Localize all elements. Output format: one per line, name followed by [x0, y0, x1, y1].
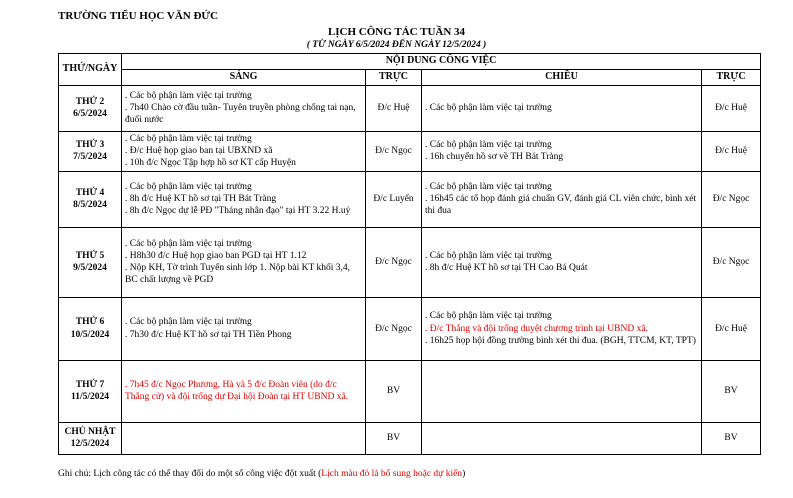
afternoon-cell — [422, 227, 702, 297]
duty-afternoon-cell: Đ/c Ngọc — [702, 227, 761, 297]
task-item: . 16h chuyển hồ sơ về TH Bát Tràng — [425, 152, 564, 163]
day-cell — [59, 297, 122, 360]
afternoon-cell — [422, 360, 702, 422]
day-cell — [59, 422, 122, 454]
task-item: . 7h45 đ/c Ngọc Phương, Hà và 5 đ/c Đoàn viên (do đ/c Thắng cử) và đội trống dự Đại hội Đoàn tại HT UBND xã. — [125, 379, 349, 403]
task-item: . Các bộ phận làm việc tại trường — [425, 250, 552, 261]
duty-morning-cell: Đ/c Ngọc — [366, 227, 422, 297]
task-item: . 7h40 Chào cờ đầu tuần- Tuyên truyền phòng chống tai nạn, đuối nước — [125, 103, 356, 126]
task-item: . Nộp KH, Tờ trình Tuyển sinh lớp 1. Nộp bài KT khối 3,4, BC chất lượng về PGD — [125, 263, 351, 286]
date-label: 11/5/2024 — [70, 392, 109, 403]
col-header-duty-morning: TRỰC — [366, 69, 422, 85]
duty-morning-cell: Đ/c Huệ — [366, 85, 422, 131]
col-header-day: THỨ/NGÀY — [59, 54, 122, 86]
day-cell — [59, 131, 122, 171]
date-label: 12/5/2024 — [70, 439, 110, 450]
col-header-duty-afternoon: TRỰC — [702, 69, 761, 85]
table-row — [59, 227, 761, 297]
group-header-content: NỘI DUNG CÔNG VIỆC — [122, 54, 761, 70]
date-label: 9/5/2024 — [73, 263, 107, 274]
task-item: . 8h đ/c Huệ KT hồ sơ tại TH Cao Bá Quát — [425, 263, 588, 274]
duty-morning-cell: Đ/c Luyến — [366, 171, 422, 227]
day-label: THỨ 5 — [75, 250, 105, 261]
footnote-suffix: ) — [462, 469, 466, 479]
task-item: . 16h25 họp hội đồng trường bình xét thi đua. (BGH, TTCM, KT, TPT) — [425, 335, 696, 346]
afternoon-cell — [422, 171, 702, 227]
date-label: 10/5/2024 — [70, 329, 110, 340]
table-row — [59, 131, 761, 171]
morning-cell — [122, 360, 366, 422]
afternoon-cell — [422, 297, 702, 360]
duty-afternoon-cell: BV — [702, 360, 761, 422]
schedule-title: LỊCH CÔNG TÁC TUẦN 34 — [327, 26, 466, 38]
table-row — [59, 422, 761, 454]
table-row — [59, 297, 761, 360]
task-item: . 7h30 đ/c Huệ KT hồ sơ tại TH Tiền Phong — [125, 329, 292, 340]
morning-cell — [122, 171, 366, 227]
morning-cell — [122, 131, 366, 171]
task-item: . Các bộ phận làm việc tại trường — [125, 133, 252, 144]
morning-cell — [122, 297, 366, 360]
day-label: THỨ 4 — [75, 187, 105, 198]
footnote-red-text: Lịch màu đỏ là bổ sung hoặc dự kiến — [321, 469, 463, 479]
task-item: . H8h30 đ/c Huệ họp giao ban PGD tại HT 1.12 — [125, 250, 307, 261]
day-cell — [59, 227, 122, 297]
morning-cell — [122, 422, 366, 454]
schedule-date-range: ( TỪ NGÀY 6/5/2024 ĐẾN NGÀY 12/5/2024 ) — [306, 40, 487, 50]
task-item: . 16h45 các tổ họp đánh giá chuẩn GV, đánh giá CL viên chức, bình xét thi đua — [425, 194, 697, 217]
duty-morning-cell: Đ/c Ngọc — [366, 297, 422, 360]
duty-afternoon-cell: Đ/c Huệ — [702, 131, 761, 171]
table-row — [59, 360, 761, 422]
task-item: . Các bộ phận làm việc tại trường — [125, 238, 252, 249]
day-label: THỨ 3 — [75, 139, 105, 150]
duty-morning-cell: Đ/c Ngọc — [366, 131, 422, 171]
day-cell — [59, 85, 122, 131]
col-header-morning: SÁNG — [122, 69, 366, 85]
date-label: 7/5/2024 — [73, 152, 107, 163]
afternoon-cell — [422, 131, 702, 171]
day-label: THỨ 7 — [75, 379, 105, 390]
duty-afternoon-cell: Đ/c Huệ — [702, 297, 761, 360]
day-cell — [59, 171, 122, 227]
day-label: THỨ 2 — [75, 96, 105, 107]
table-row — [59, 85, 761, 131]
morning-cell — [122, 227, 366, 297]
task-item: . 10h đ/c Ngọc Tập hợp hồ sơ KT cấp Huyện — [125, 158, 296, 169]
task-item: . 8h đ/c Ngọc dự lễ PĐ "Tháng nhân đạo" tại HT 3.22 H.uỷ — [125, 206, 351, 217]
task-item: . Các bộ phận làm việc tại trường — [425, 181, 552, 192]
duty-morning-cell: BV — [366, 360, 422, 422]
day-label: CHỦ NHẬT — [64, 426, 116, 437]
task-item: . Các bộ phận làm việc tại trường — [125, 90, 252, 101]
task-item: . Các bộ phận làm việc tại trường — [125, 317, 252, 328]
day-cell — [59, 360, 122, 422]
task-item: . Đ/c Thắng và đội trống duyệt chương trình tại UBND xã. — [425, 323, 648, 334]
task-item: . Các bộ phận làm việc tại trường — [425, 139, 552, 150]
col-header-afternoon: CHIỀU — [422, 69, 702, 85]
afternoon-cell — [422, 85, 702, 131]
task-item: . Các bộ phận làm việc tại trường — [125, 181, 252, 192]
morning-cell — [122, 85, 366, 131]
footnote — [58, 469, 465, 479]
afternoon-cell — [422, 422, 702, 454]
day-label: THỨ 6 — [75, 317, 105, 328]
task-item: . Các bộ phận làm việc tại trường — [425, 103, 552, 114]
task-item: . Đ/c Huệ họp giao ban tại UBXND xã — [125, 146, 273, 157]
date-label: 8/5/2024 — [73, 200, 107, 211]
duty-afternoon-cell: BV — [702, 422, 761, 454]
school-name: TRƯỜNG TIỂU HỌC VĂN ĐỨC — [58, 10, 219, 22]
footnote-text: Ghi chú: Lịch công tác có thể thay đổi do một số công việc đột xuất ( — [58, 469, 322, 479]
task-item: . Các bộ phận làm việc tại trường — [425, 311, 552, 322]
task-item: . 8h đ/c Huệ KT hồ sơ tại TH Bát Tràng — [125, 194, 277, 205]
table-row — [59, 171, 761, 227]
duty-afternoon-cell: Đ/c Huệ — [702, 85, 761, 131]
schedule-table — [58, 53, 761, 455]
date-label: 6/5/2024 — [73, 109, 107, 120]
duty-morning-cell: BV — [366, 422, 422, 454]
duty-afternoon-cell: Đ/c Ngọc — [702, 171, 761, 227]
